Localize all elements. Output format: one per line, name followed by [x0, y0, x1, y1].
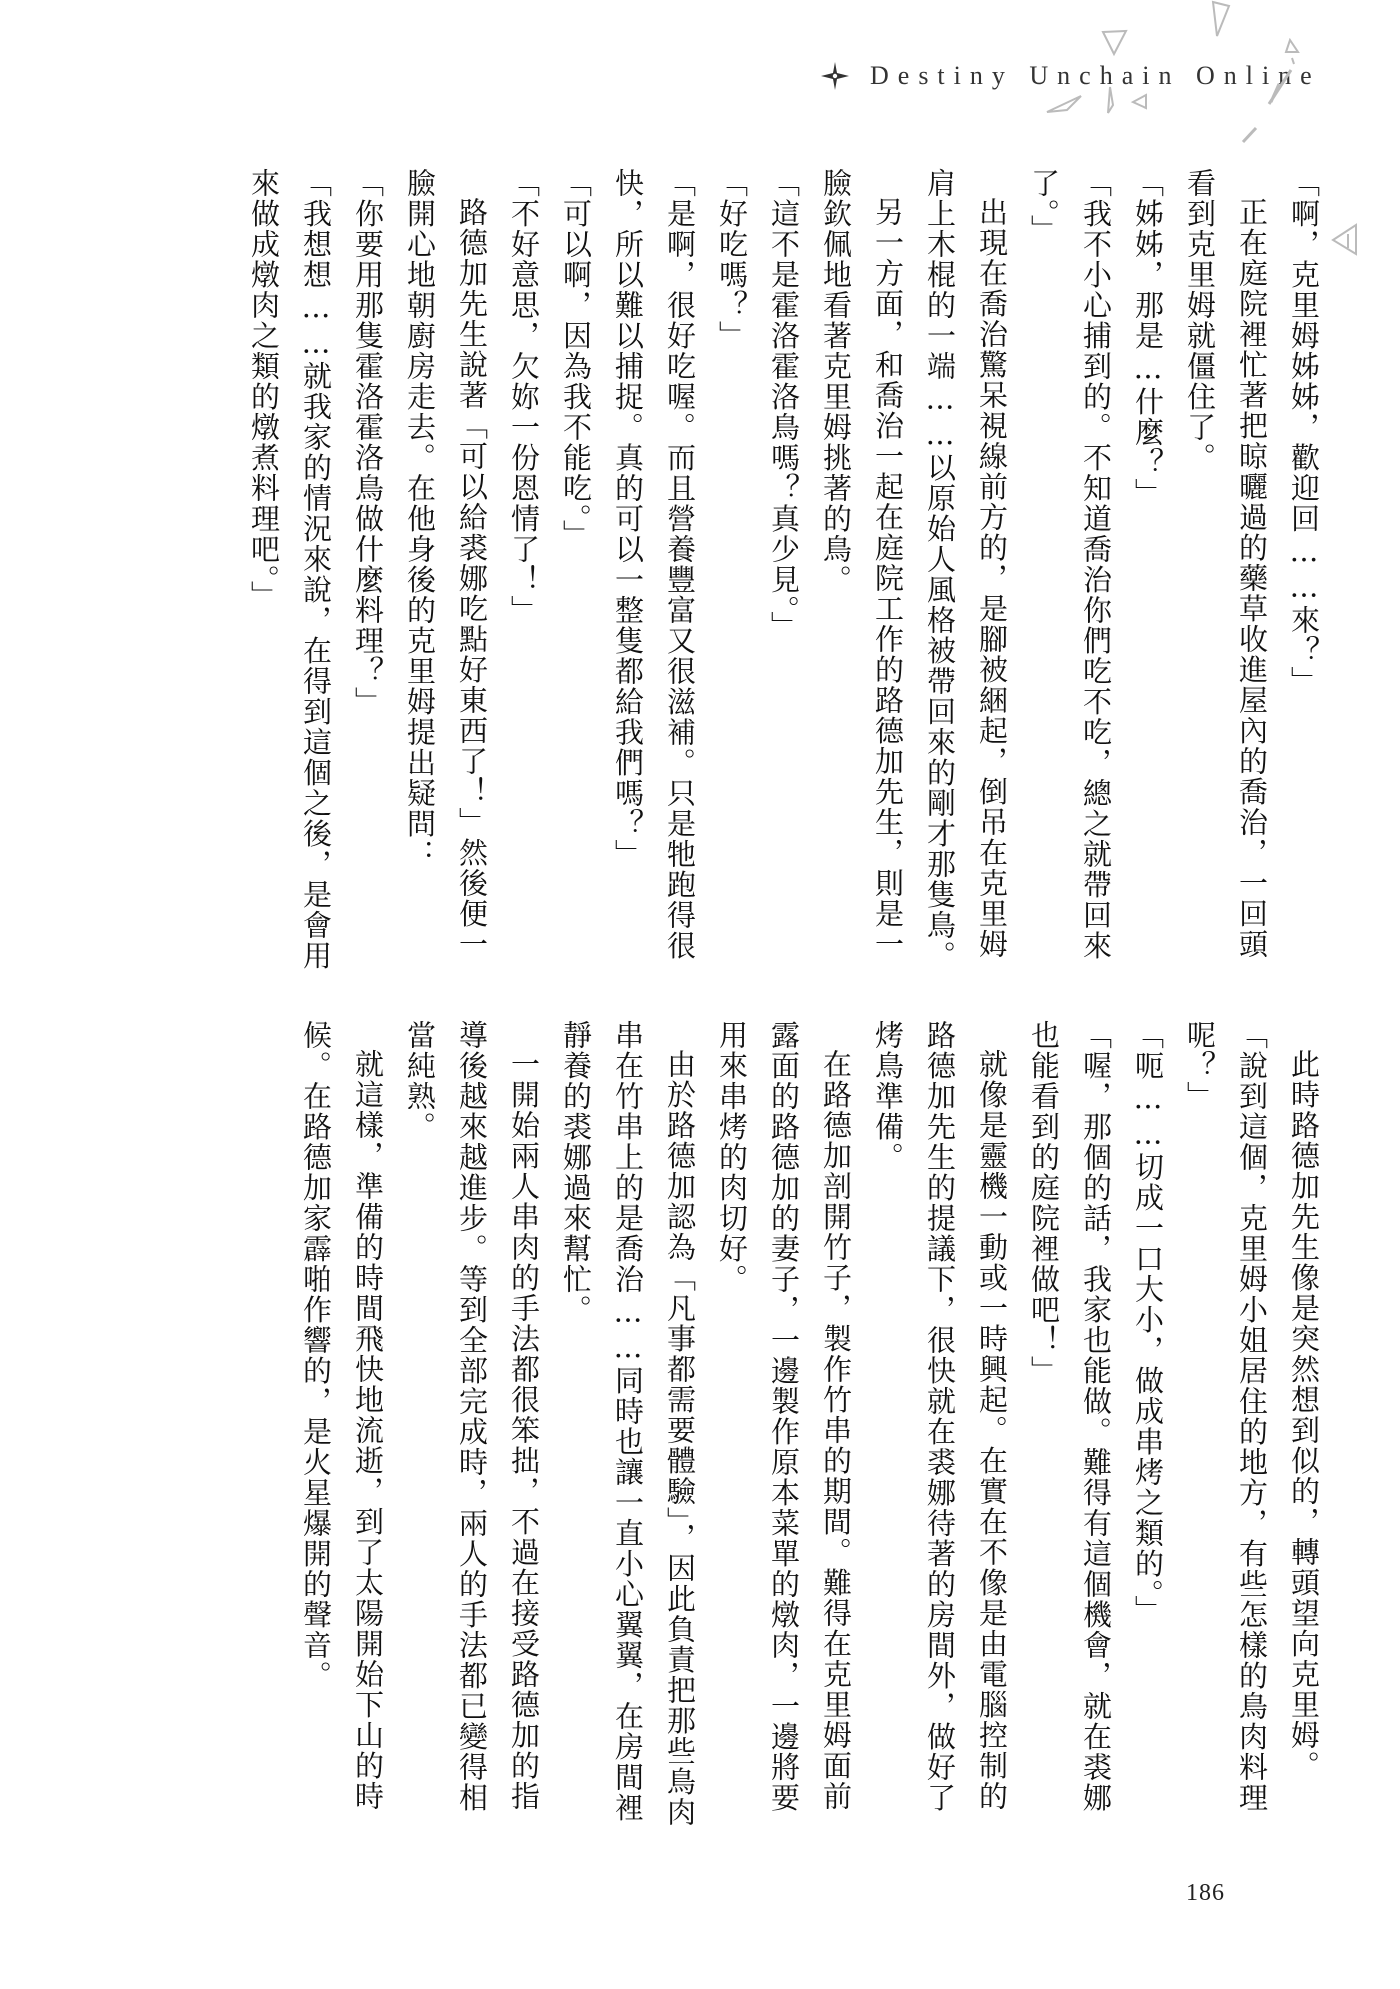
paragraph: 另一方面，和喬治一起在庭院工作的路德加先生，則是一臉欽佩地看著克里姆挑著的鳥。	[819, 168, 905, 960]
running-header	[820, 56, 1321, 96]
paragraph: 「啊，克里姆姊姊，歡迎回……來？」	[1287, 168, 1321, 697]
paragraph: 「是啊，很好吃喔。而且營養豐富又很滋補。只是牠跑得很快，所以難以捕捉。真的可以一整隻都給我們嗎？」	[611, 168, 697, 961]
paragraph: 路德加先生說著「可以給裘娜吃點好東西了！」然後便一臉開心地朝廚房走去。在他身後的克里姆提出疑問：	[403, 168, 489, 960]
crystal-shard-decoration-icon	[1100, 28, 1130, 58]
paragraph: 「呃……切成一口大小，做成串烤之類的。」	[1131, 1020, 1165, 1626]
paragraph: 「可以啊，因為我不能吃。」	[559, 168, 593, 550]
paragraph: 「好吃嗎？」	[715, 168, 749, 351]
paragraph: 正在庭院裡忙著把晾曬過的藥草收進屋內的喬治，一回頭看到克里姆就僵住了。	[1183, 168, 1269, 960]
crystal-shard-decoration-icon	[1045, 92, 1085, 116]
crystal-shard-decoration-icon	[1240, 125, 1260, 145]
paragraph: 「我想想……就我家的情況來說，在得到這個之後，是會用來做成燉肉之類的燉煮料理吧。」	[247, 168, 333, 971]
book-title: Destiny Unchain Online	[870, 61, 1321, 90]
paragraph: 出現在喬治驚呆視線前方的，是腳被綑起，倒吊在克里姆肩上木棍的一端……以原始人風格被帶回來的剛才那隻鳥。	[923, 168, 1009, 971]
paragraph: 「這不是霍洛霍洛鳥嗎？真少見。」	[767, 168, 801, 642]
lower-text-block	[130, 1020, 1330, 1840]
paragraph: 就這樣，準備的時間飛快地流逝，到了太陽開始下山的時候。在路德加家霹啪作響的，是火星爆開的聲音。	[299, 1020, 385, 1812]
paragraph: 在路德加剖開竹子，製作竹串的期間。難得在克里姆面前露面的路德加的妻子，一邊製作原本菜單的燉肉，一邊將要用來串烤的肉切好。	[715, 1020, 853, 1813]
crystal-shard-decoration-icon	[1205, 0, 1235, 40]
paragraph: 就像是靈機一動或一時興起。在實在不像是由電腦控制的路德加先生的提議下，很快就在裘娜待著的房間外，做好了烤鳥準備。	[871, 1020, 1009, 1813]
crystal-shard-decoration-icon	[1130, 92, 1150, 112]
crystal-shard-decoration-icon	[1280, 38, 1302, 66]
paragraph: 由於路德加認為「凡事都需要體驗」，因此負責把那些鳥肉串在竹串上的是喬治……同時也讓一直小心翼翼，在房間裡靜養的裘娜過來幫忙。	[559, 1020, 697, 1828]
paragraph: 「說到這個，克里姆小姐居住的地方，有些怎樣的鳥肉料理呢？」	[1183, 1020, 1269, 1813]
crystal-shard-decoration-icon	[1265, 66, 1295, 106]
paragraph: 一開始兩人串肉的手法都很笨拙，不過在接受路德加的指導後越來越進步。等到全部完成時，兩人的手法都已變得相當純熟。	[403, 1020, 541, 1813]
crystal-shard-decoration-icon	[1330, 222, 1360, 258]
paragraph: 「喔，那個的話，我家也能做。難得有這個機會，就在裘娜也能看到的庭院裡做吧！」	[1027, 1020, 1113, 1813]
paragraph: 此時路德加先生像是突然想到似的，轉頭望向克里姆。	[1287, 1049, 1321, 1781]
page-number: 186	[1186, 1880, 1225, 1906]
upper-text-block	[130, 168, 1330, 988]
paragraph: 「我不小心捕到的。不知道喬治你們吃不吃，總之就帶回來了。」	[1027, 168, 1113, 961]
paragraph: 「不好意思，欠妳一份恩情了！」	[507, 168, 541, 626]
crystal-shard-decoration-icon	[1103, 85, 1117, 115]
four-point-star-ornament-icon	[820, 61, 850, 91]
paragraph: 「你要用那隻霍洛霍洛鳥做什麼料理？」	[351, 168, 385, 717]
paragraph: 「姊姊，那是…什麼？」	[1131, 168, 1165, 509]
